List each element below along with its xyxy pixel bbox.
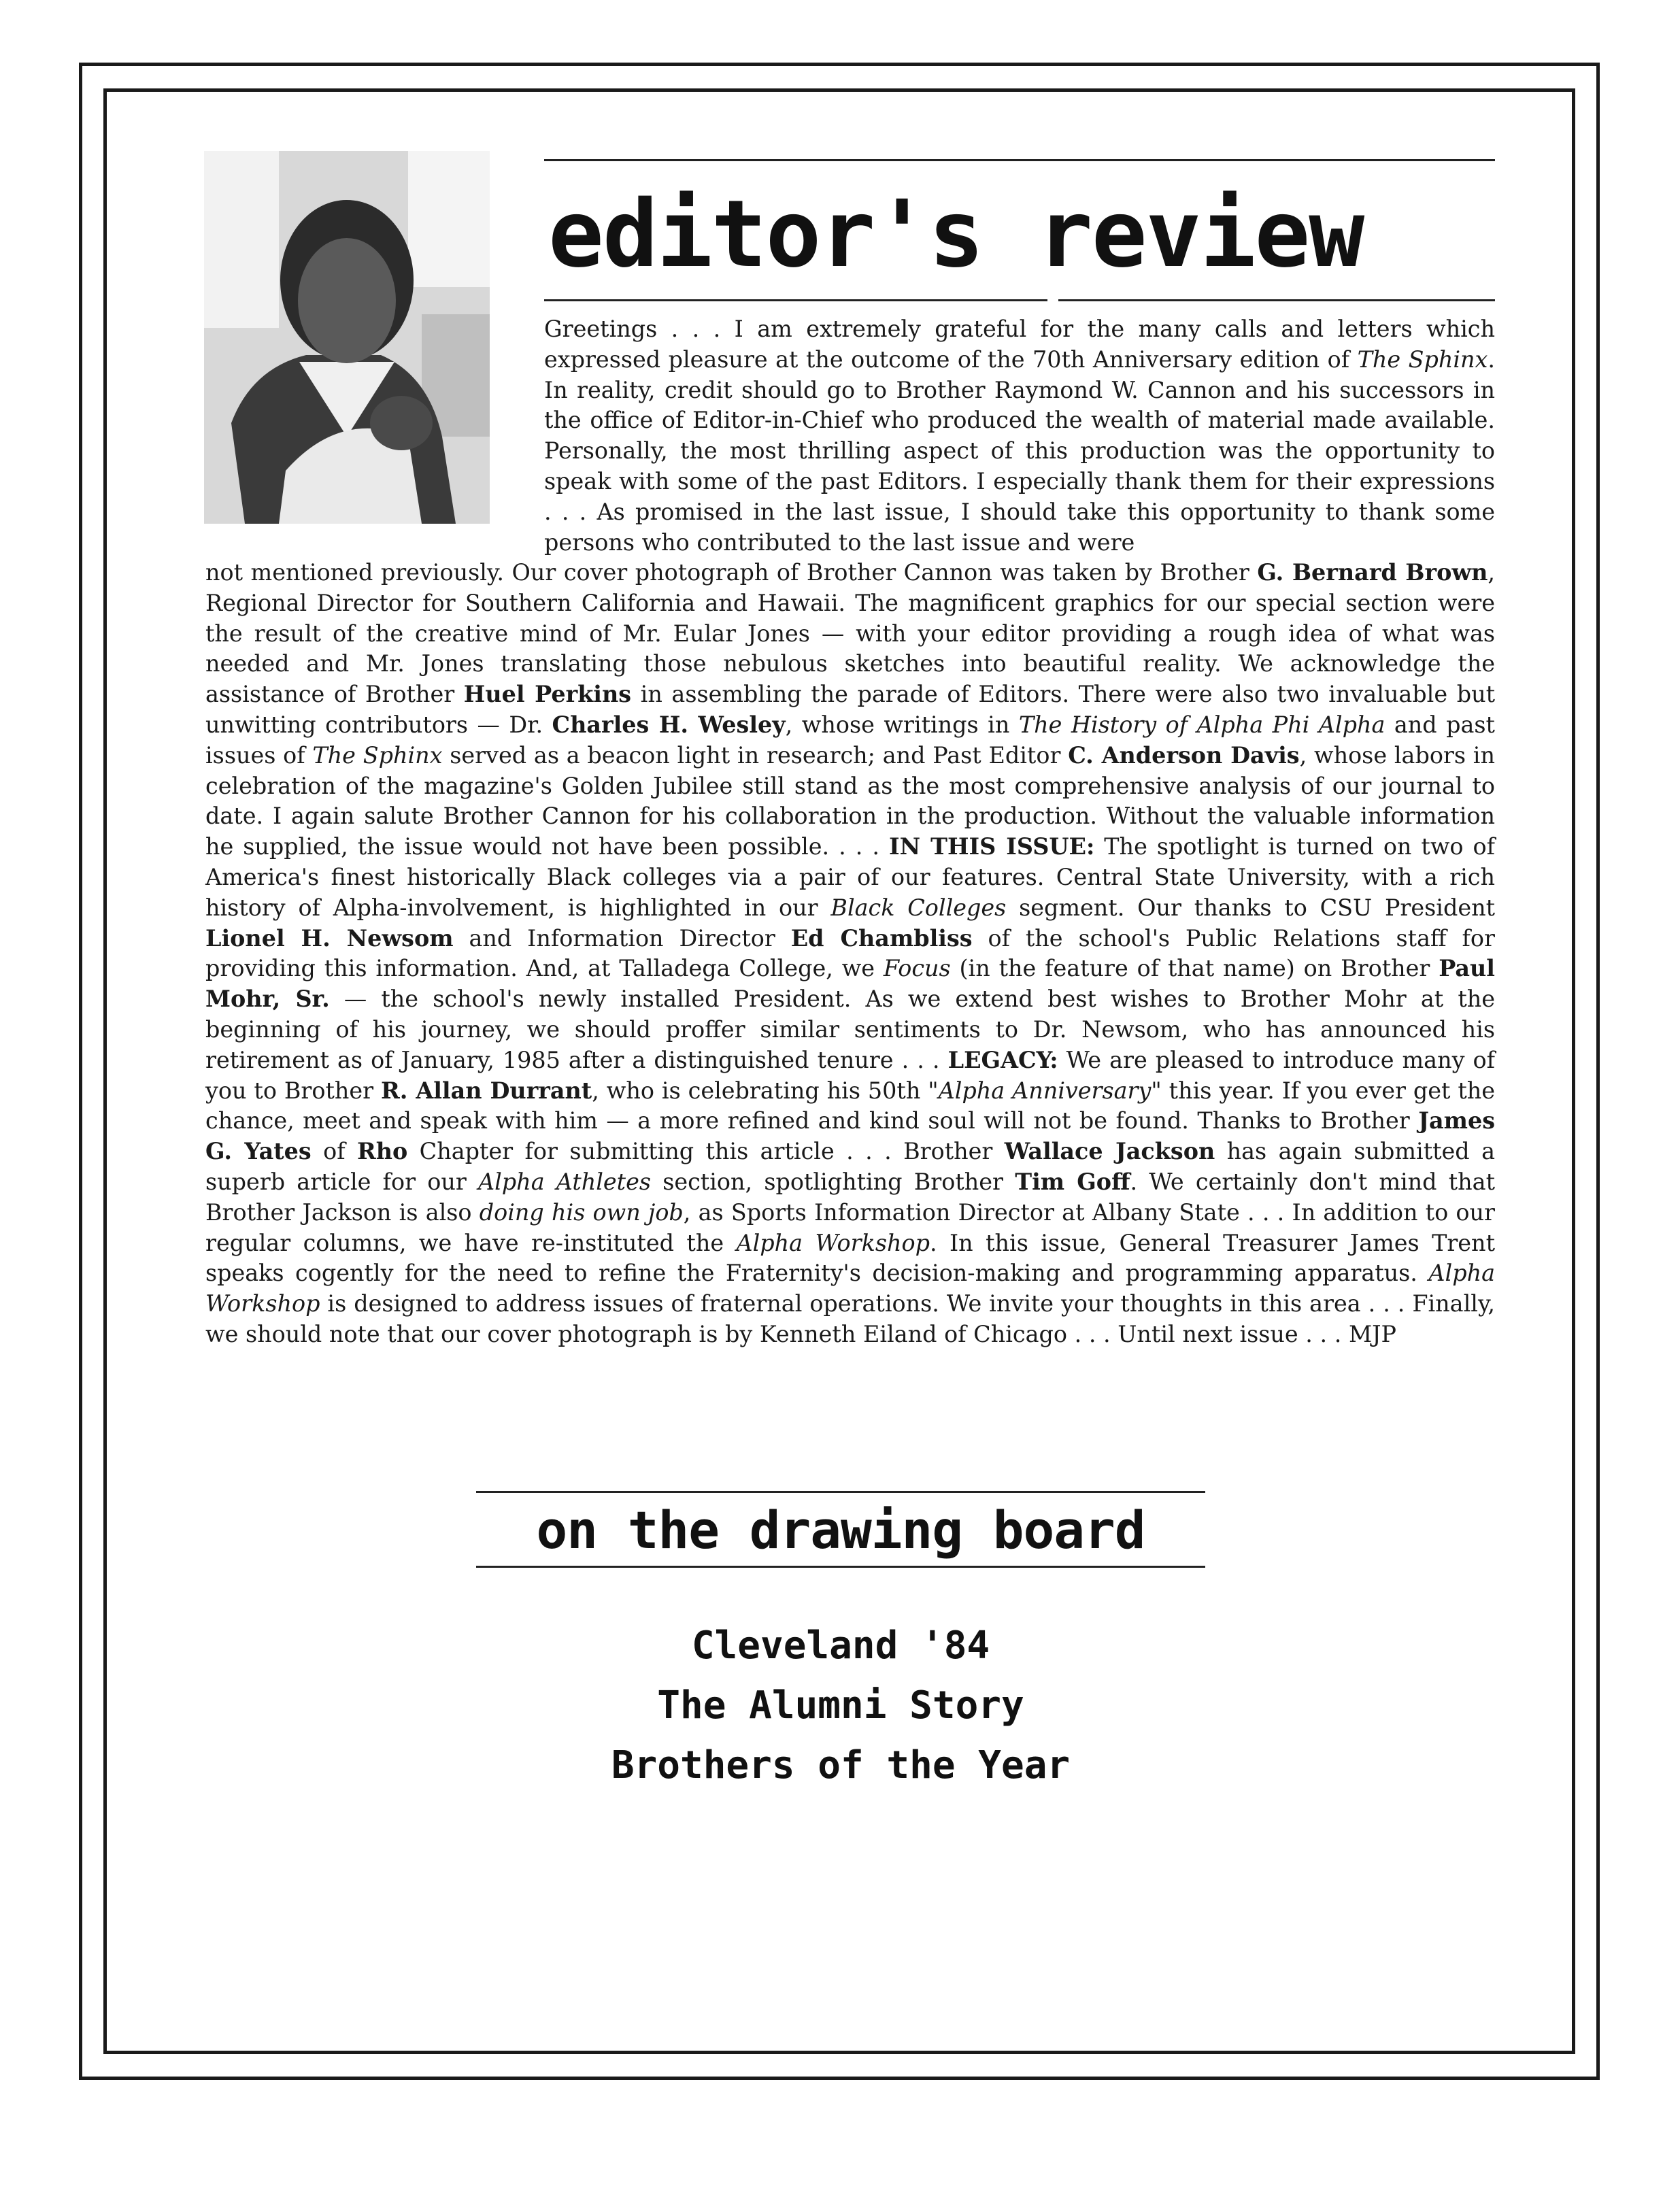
text-run: section, spotlighting Brother [651, 1168, 1015, 1195]
page-title: editor's review [548, 181, 1364, 288]
italic-text-run: Alpha Athletes [478, 1168, 651, 1195]
text-run: , as Sports Information Director at Albany State . . . In addition to our regular columns, we have re-instituted the [205, 1198, 1495, 1256]
upcoming-item: Brothers of the Year [611, 1743, 1071, 1787]
text-run: , whose labors in celebration of the magazine's Golden Jubilee still stand as the most comprehensive analysis of our journal to date. I again salute Brother Cannon for his collaboration in the production. Without the valuable information he supplied, the issue would not have been possible. . . . [205, 741, 1495, 860]
bold-text-run: Paul Mohr, Sr. [205, 955, 1495, 1013]
text-run: — the school's newly installed President. As we extend best wishes to Brother Mohr at the beginning of his journey, we should proffer similar sentiments to Dr. Newsom, who has announced his retirement as of January, 1985 after a distinguished tenure . . . [205, 986, 1496, 1073]
text-run: of the school's Public Relations staff for providing this information. And, at Talladega College, we [205, 924, 1495, 982]
text-run: is designed to address issues of fraternal operations. We invite your thoughts in this area . . . Finally, we should note that our cover photograph is by Kenneth Eiland of Chicago . . . Until next issue . . . MJP [205, 1290, 1495, 1347]
bold-text-run: Lionel H. Newsom [205, 924, 454, 952]
text-run: , Regional Director for Southern California and Hawaii. The magnificent graphics for our special section were the result of the creative mind of Mr. Eular Jones — with your editor providing a rough idea of what was needed and Mr. Jones translating those nebulous sketches into beautiful reality. We acknowledge the assistance of Brother [205, 559, 1495, 708]
italic-text-run: Alpha Workshop [736, 1229, 930, 1256]
text-run: , who is celebrating his 50th [592, 1077, 928, 1104]
italic-text-run: Black Colleges [830, 894, 1007, 921]
bold-text-run: G. Bernard Brown [1257, 559, 1488, 586]
text-run: Chapter for submitting this article . . . Brother [407, 1138, 1005, 1165]
upcoming-item: The Alumni Story [657, 1683, 1024, 1728]
bold-text-run: Charles H. Wesley [552, 711, 786, 738]
bold-text-run: Tim Goff [1015, 1168, 1130, 1195]
upcoming-features-list [476, 1616, 1205, 1796]
italic-text-run: Alpha Workshop [205, 1260, 1495, 1317]
intro-paragraph [544, 314, 1495, 558]
main-paragraph-text [205, 558, 1495, 1350]
intro-paragraph-text [544, 314, 1495, 558]
text-run: not mentioned previously. Our cover photograph of Brother Cannon was taken by Brother [205, 559, 1258, 586]
editor-portrait-photo [204, 151, 490, 524]
bold-text-run: IN THIS ISSUE: [889, 833, 1095, 860]
bold-text-run: Rho [356, 1138, 408, 1165]
title-rule-bottom-right [1058, 299, 1495, 301]
text-run: We are pleased to introduce many of you to Brother [205, 1046, 1495, 1104]
upcoming-item: Cleveland '84 [691, 1624, 990, 1668]
bold-text-run: C. Anderson Davis [1068, 741, 1300, 769]
title-rule-top [544, 159, 1495, 161]
text-run: in assembling the parade of Editors. There were also two invaluable but unwitting contributors — Dr. [205, 681, 1495, 738]
bold-text-run: Huel Perkins [463, 681, 632, 708]
text-run: . In this issue, General Treasurer James Trent speaks cogently for the need to refine the Fraternity's decision-making and programming apparatus. [205, 1229, 1495, 1287]
text-run: (in the feature of that name) on Brother [950, 955, 1439, 982]
bold-text-run: Ed Chambliss [790, 924, 973, 952]
text-run: served as a beacon light in research; and Past Editor [442, 741, 1069, 769]
bold-text-run: Wallace Jackson [1004, 1138, 1215, 1165]
text-run: has again submitted a superb article for our [205, 1138, 1495, 1195]
drawing-board-title: on the drawing board [536, 1500, 1145, 1560]
italic-text-run: The History of Alpha Phi Alpha [1018, 711, 1385, 738]
text-run: this year. If you ever get the chance, meet and speak with him — a more refined and kind soul will not be found. Thanks to Brother [205, 1077, 1496, 1135]
bold-text-run: James G. Yates [205, 1107, 1495, 1165]
italic-text-run: doing his own job [479, 1198, 684, 1226]
italic-text-run: Focus [883, 955, 951, 982]
text-run: of [311, 1138, 357, 1165]
italic-text-run: The Sphinx [1357, 346, 1488, 373]
text-run: segment. Our thanks to CSU President [1006, 894, 1496, 921]
text-run: The spotlight is turned on two of America's finest historically Black colleges via a pair of our features. Central State University, with a rich history of Alpha-involvement, is highlighted in our [205, 833, 1495, 921]
text-run: and past issues of [205, 711, 1495, 769]
text-run: Greetings . . . I am extremely grateful for the many calls and letters which expressed pleasure at the outcome of the 70th Anniversary edition of [544, 316, 1495, 373]
italic-text-run: "Alpha Anniversary" [928, 1077, 1162, 1104]
text-run: , whose writings in [785, 711, 1019, 738]
text-run: . We certainly don't mind that Brother Jackson is also [205, 1168, 1495, 1226]
text-run: . In reality, credit should go to Brother Raymond W. Cannon and his successors in the office of Editor-in-Chief who produced the wealth of material made available. Personally, the most thrilling aspect of this production was the opportunity to speak with some of the past Editors. I especially thank them for their expressions . . . As promised in the last issue, I should take this opportunity to thank some persons who contributed to the last issue and were [544, 346, 1495, 556]
title-rule-bottom-left [544, 299, 1047, 301]
bold-text-run: LEGACY: [947, 1046, 1058, 1073]
bold-text-run: R. Allan Durrant [381, 1077, 592, 1104]
drawing-board-rule-bottom [476, 1566, 1205, 1568]
main-paragraph [205, 558, 1495, 1350]
text-run: and Information Director [453, 924, 791, 952]
italic-text-run: The Sphinx [312, 741, 443, 769]
